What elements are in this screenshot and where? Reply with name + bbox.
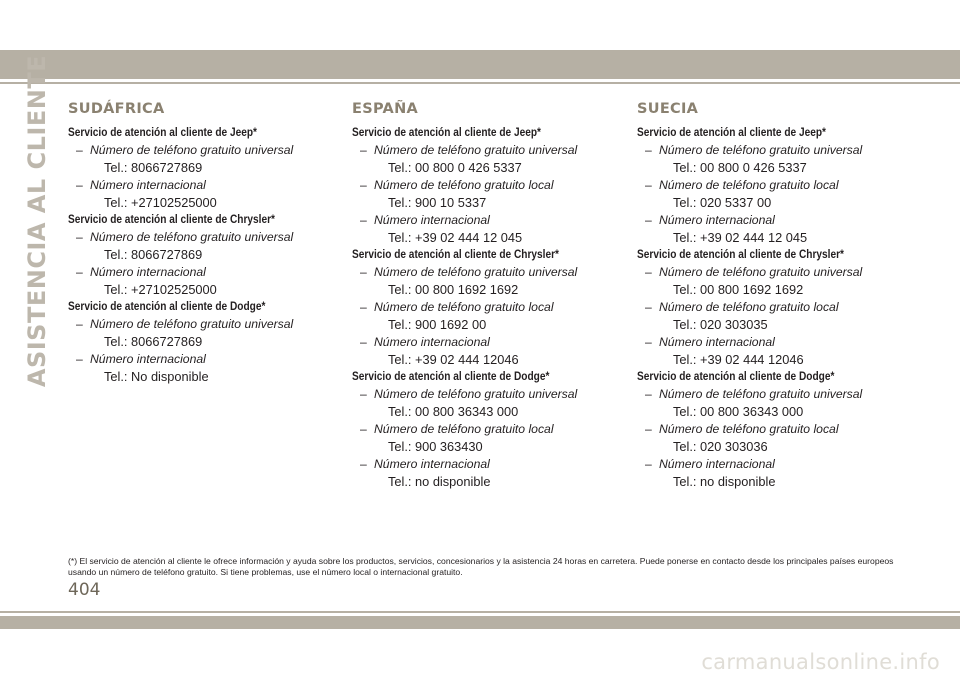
phone-type-label <box>637 212 912 229</box>
phone-type-label <box>68 142 343 159</box>
dash-bullet: – <box>645 457 652 471</box>
service-title: Servicio de atención al cliente de Dodge* <box>68 301 266 313</box>
phone-type-text: Número de teléfono gratuito universal <box>659 265 863 279</box>
phone-type-text: Número de teléfono gratuito local <box>659 178 839 192</box>
phone-type-label <box>352 177 627 194</box>
phone-type-text: Número de teléfono gratuito universal <box>374 265 578 279</box>
phone-number: Tel.: no disponible <box>388 474 491 489</box>
phone-type-label <box>352 421 627 438</box>
phone-type-label <box>352 264 627 281</box>
header-band <box>0 50 960 79</box>
dash-bullet: – <box>76 143 83 157</box>
phone-type-text: Número internacional <box>90 265 206 279</box>
dash-bullet: – <box>76 352 83 366</box>
phone-type-label <box>352 212 627 229</box>
dash-bullet: – <box>645 178 652 192</box>
phone-type-text: Número de teléfono gratuito local <box>374 300 554 314</box>
watermark: carmanualsonline.info <box>701 650 940 674</box>
phone-type-label <box>352 456 627 473</box>
phone-number: Tel.: 020 303036 <box>673 439 768 454</box>
column-sweden <box>637 101 912 491</box>
footer-band <box>0 616 960 629</box>
footer-rule <box>0 611 960 613</box>
phone-type-label <box>637 386 912 403</box>
phone-type-text: Número de teléfono gratuito local <box>374 178 554 192</box>
phone-type-label <box>637 264 912 281</box>
phone-number: Tel.: 00 800 1692 1692 <box>673 282 804 297</box>
phone-type-text: Número internacional <box>659 457 775 471</box>
phone-type-text: Número de teléfono gratuito universal <box>659 143 863 157</box>
phone-type-text: Número de teléfono gratuito local <box>374 422 554 436</box>
service-title: Servicio de atención al cliente de Jeep* <box>352 127 541 139</box>
service-title: Servicio de atención al cliente de Dodge* <box>637 371 835 383</box>
phone-type-text: Número de teléfono gratuito universal <box>90 317 294 331</box>
phone-number: Tel.: 8066727869 <box>104 334 203 349</box>
phone-type-text: Número internacional <box>90 352 206 366</box>
dash-bullet: – <box>645 387 652 401</box>
phone-type-label <box>637 142 912 159</box>
phone-type-label <box>352 299 627 316</box>
phone-number: Tel.: No disponible <box>104 369 209 384</box>
phone-type-label <box>637 334 912 351</box>
phone-number: Tel.: 020 5337 00 <box>673 195 772 210</box>
dash-bullet: – <box>645 335 652 349</box>
phone-number: Tel.: 00 800 36343 000 <box>388 404 519 419</box>
phone-number: Tel.: no disponible <box>673 474 776 489</box>
phone-type-text: Número internacional <box>374 335 490 349</box>
phone-number: Tel.: +27102525000 <box>104 195 217 210</box>
phone-type-label <box>68 351 343 368</box>
service-title: Servicio de atención al cliente de Jeep* <box>68 127 257 139</box>
dash-bullet: – <box>360 265 367 279</box>
phone-type-label <box>637 456 912 473</box>
phone-number: Tel.: +39 02 444 12046 <box>388 352 519 367</box>
phone-number: Tel.: 900 10 5337 <box>388 195 487 210</box>
footnote: (*) El servicio de atención al cliente le ofrece información y ayuda sobre los productos, servicios, concesionarios y la asistencia 24 horas en carretera. Puede ponerse en contacto desde los principales países europeos usando un número de teléfono gratuito. Si tiene problemas, use el número local o internacional gratuito. <box>68 556 894 577</box>
service-title: Servicio de atención al cliente de Jeep* <box>637 127 826 139</box>
phone-number: Tel.: 900 363430 <box>388 439 483 454</box>
phone-number: Tel.: 00 800 0 426 5337 <box>673 160 807 175</box>
phone-number: Tel.: +39 02 444 12046 <box>673 352 804 367</box>
phone-type-text: Número de teléfono gratuito universal <box>659 387 863 401</box>
dash-bullet: – <box>360 457 367 471</box>
phone-number: Tel.: 020 303035 <box>673 317 768 332</box>
phone-number: Tel.: 00 800 36343 000 <box>673 404 804 419</box>
service-title: Servicio de atención al cliente de Chrysler* <box>352 249 559 261</box>
phone-type-label <box>637 299 912 316</box>
phone-type-label <box>352 386 627 403</box>
dash-bullet: – <box>76 230 83 244</box>
phone-number: Tel.: 8066727869 <box>104 247 203 262</box>
phone-type-label <box>352 334 627 351</box>
column-spain <box>352 101 627 491</box>
phone-number: Tel.: 00 800 0 426 5337 <box>388 160 522 175</box>
phone-type-label <box>637 177 912 194</box>
dash-bullet: – <box>360 213 367 227</box>
dash-bullet: – <box>360 300 367 314</box>
phone-type-text: Número de teléfono gratuito universal <box>374 143 578 157</box>
phone-type-label <box>637 421 912 438</box>
service-title: Servicio de atención al cliente de Chrysler* <box>68 214 275 226</box>
phone-type-text: Número internacional <box>659 335 775 349</box>
phone-type-text: Número de teléfono gratuito universal <box>374 387 578 401</box>
dash-bullet: – <box>76 178 83 192</box>
column-south-africa <box>68 101 343 386</box>
dash-bullet: – <box>645 300 652 314</box>
phone-type-text: Número internacional <box>90 178 206 192</box>
dash-bullet: – <box>645 213 652 227</box>
dash-bullet: – <box>645 143 652 157</box>
country-heading: SUDÁFRICA <box>68 101 165 117</box>
country-heading: SUECIA <box>637 101 699 117</box>
phone-type-label <box>68 177 343 194</box>
phone-type-text: Número internacional <box>374 457 490 471</box>
phone-number: Tel.: +39 02 444 12 045 <box>673 230 808 245</box>
phone-type-text: Número de teléfono gratuito universal <box>90 143 294 157</box>
phone-type-text: Número internacional <box>659 213 775 227</box>
dash-bullet: – <box>645 422 652 436</box>
phone-type-label <box>352 142 627 159</box>
dash-bullet: – <box>360 335 367 349</box>
phone-number: Tel.: 900 1692 00 <box>388 317 487 332</box>
phone-type-text: Número internacional <box>374 213 490 227</box>
service-title: Servicio de atención al cliente de Dodge* <box>352 371 550 383</box>
dash-bullet: – <box>645 265 652 279</box>
phone-number: Tel.: +39 02 444 12 045 <box>388 230 523 245</box>
dash-bullet: – <box>360 387 367 401</box>
dash-bullet: – <box>76 317 83 331</box>
page-number: 404 <box>68 580 101 600</box>
phone-type-label <box>68 264 343 281</box>
phone-number: Tel.: 8066727869 <box>104 160 203 175</box>
phone-type-text: Número de teléfono gratuito universal <box>90 230 294 244</box>
service-title: Servicio de atención al cliente de Chrysler* <box>637 249 844 261</box>
phone-number: Tel.: +27102525000 <box>104 282 217 297</box>
country-heading: ESPAÑA <box>352 101 419 117</box>
dash-bullet: – <box>360 143 367 157</box>
phone-number: Tel.: 00 800 1692 1692 <box>388 282 519 297</box>
phone-type-label <box>68 229 343 246</box>
header-rule <box>0 82 960 84</box>
dash-bullet: – <box>360 178 367 192</box>
side-section-title: ASISTENCIA AL CLIENTE <box>23 54 51 387</box>
dash-bullet: – <box>360 422 367 436</box>
phone-type-text: Número de teléfono gratuito local <box>659 422 839 436</box>
phone-type-text: Número de teléfono gratuito local <box>659 300 839 314</box>
dash-bullet: – <box>76 265 83 279</box>
phone-type-label <box>68 316 343 333</box>
